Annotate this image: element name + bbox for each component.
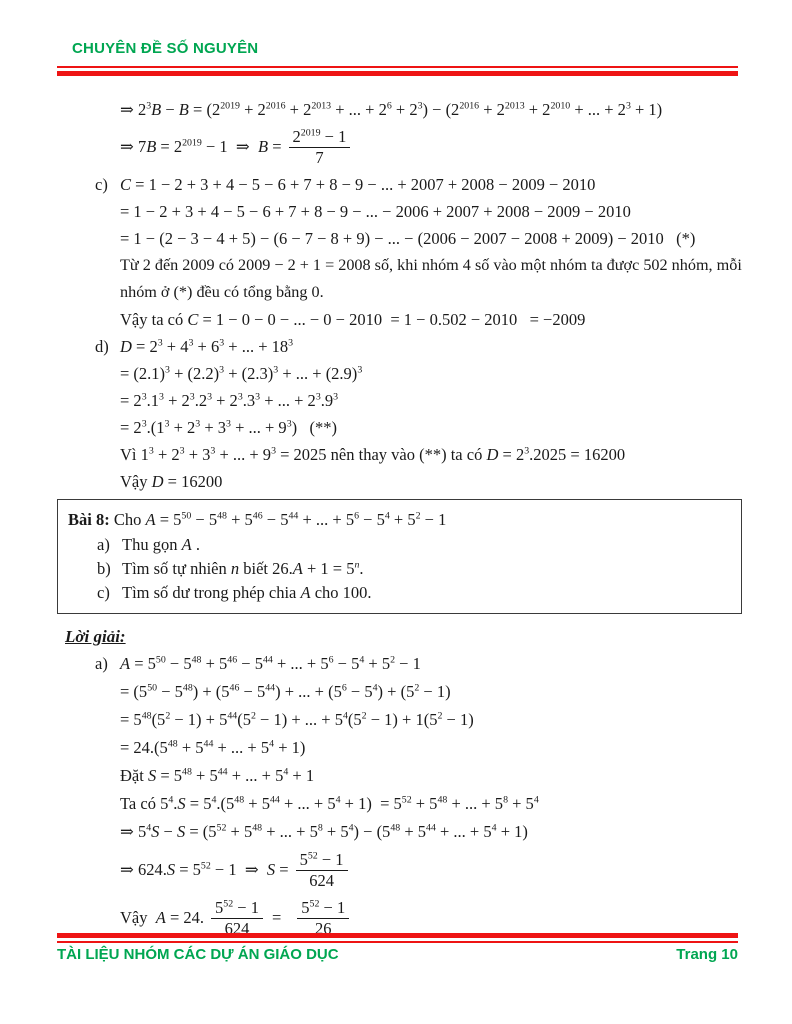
math-line — [95, 171, 742, 198]
math-line — [120, 198, 742, 225]
math-line — [120, 441, 742, 468]
fraction-denominator: 624 — [211, 918, 263, 939]
problem-title — [68, 506, 731, 533]
item-text: Tìm số tự nhiên n biết $26.A + 1 = 5^n$. — [122, 559, 364, 578]
math-line — [120, 360, 742, 387]
math-expression: = $(5^{50} - 5^{48}) + (5^{46} - 5^{44})$ + ... + $(5^6 - 5^4) + (5^2 - 1)$ — [120, 682, 451, 701]
math-expression: = — [271, 908, 282, 927]
item-label: d) — [95, 337, 109, 356]
page-number: Trang 10 — [676, 946, 738, 963]
fraction-numerator: $5^{52} - 1$ — [299, 849, 344, 869]
math-line — [120, 734, 742, 762]
fraction — [296, 850, 348, 891]
problem-box — [57, 499, 742, 614]
fraction-numerator: $2^{2019} - 1$ — [292, 126, 347, 146]
fraction-denominator: 624 — [296, 870, 348, 891]
solution-section — [57, 623, 742, 942]
math-expression: Vậy A = 24. — [120, 908, 205, 927]
header-rule — [57, 66, 738, 76]
paragraph-line — [120, 252, 742, 279]
fraction-denominator: 7 — [289, 147, 351, 168]
math-expression: C = 1 − 2 + 3 + 4 − 5 − 6 + 7 + 8 − 9 − ... + 2007 + 2008 − 2009 − 2010 — [120, 175, 596, 194]
math-expression: ⇒ $7B = 2^{2019} - 1$ ⇒ B = — [120, 137, 282, 156]
math-line — [120, 414, 742, 441]
solution-heading: Lời giải: — [65, 627, 126, 646]
math-expression: $D = 2^3 + 4^3 + 6^3$ + ... + $18^3$ — [120, 337, 294, 356]
page-footer — [57, 933, 738, 963]
problem-item — [97, 557, 731, 581]
text: nhóm ở (*) đều có tổng bằng 0. — [120, 283, 324, 301]
item-text: Thu gọn A . — [122, 535, 200, 554]
math-line — [120, 123, 742, 171]
item-label: a) — [95, 654, 108, 673]
math-line — [120, 790, 742, 818]
item-text: Tìm số dư trong phép chia A cho 100. — [122, 583, 372, 602]
math-expression: ⇒ $2^3B - B = (2^{2019} + 2^{2016} + 2^{2013}$ + ... + $2^6 + 2^3) - (2^{2016} + 2^{2013} + 2^{2010}$ + ... + $2^3 + 1$) — [120, 100, 663, 119]
math-expression: = $24.(5^{48} + 5^{44}$ + ... + $5^4 + 1$) — [120, 738, 306, 757]
math-expression: = 1 − (2 − 3 − 4 + 5) − (6 − 7 − 8 + 9) − ... − (2006 − 2007 − 2008 + 2009) − 2010 (*) — [120, 229, 696, 248]
math-expression: = $2^3.(1^3 + 2^3 + 3^3$ + ... + $9^3$) (**) — [120, 418, 337, 437]
problem-item — [97, 581, 731, 605]
problem-statement: Cho $A = 5^{50} - 5^{48} + 5^{46} - 5^{44}$ + ... + $5^6 - 5^4 + 5^2 - 1$ — [109, 510, 447, 529]
math-line — [120, 96, 742, 123]
math-line — [95, 333, 742, 360]
document-content — [57, 96, 742, 942]
math-expression: ⇒ $624.S = 5^{52} - 1$ ⇒ S = — [120, 860, 289, 879]
item-label: b) — [97, 559, 111, 578]
math-expression: ⇒ $5^4S - S = (5^{52} + 5^{48}$ + ... + $5^8 + 5^4) - (5^{48} + 5^{44}$ + ... + $5^4 + 1$) — [120, 822, 528, 841]
math-line — [120, 468, 742, 495]
item-label: a) — [97, 535, 110, 554]
page-title: CHUYÊN ĐỀ SỐ NGUYÊN — [72, 40, 259, 57]
fraction-denominator: 26 — [297, 918, 349, 939]
problem-item — [97, 533, 731, 557]
math-line — [120, 762, 742, 790]
page-header — [57, 40, 738, 76]
math-expression: Vậy ta có C = 1 − 0 − 0 − ... − 0 − 2010 = 1 − 0.502 − 2010 = −2009 — [120, 310, 586, 329]
math-expression: $A = 5^{50} - 5^{48} + 5^{46} - 5^{44}$ + ... + $5^6 - 5^4 + 5^2 - 1$ — [120, 654, 421, 673]
fraction — [289, 127, 351, 168]
item-label: c) — [95, 175, 108, 194]
math-line — [120, 846, 742, 894]
math-expression: = $5^{48}(5^2 - 1) + 5^{44}(5^2 - 1)$ + ... + $5^4(5^2 - 1) + 1(5^2 - 1)$ — [120, 710, 474, 729]
math-line — [120, 387, 742, 414]
problem-label: Bài 8: — [68, 510, 110, 529]
paragraph-line — [120, 279, 742, 306]
math-expression: = 1 − 2 + 3 + 4 − 5 − 6 + 7 + 8 − 9 − ... − 2006 + 2007 + 2008 − 2009 − 2010 — [120, 202, 631, 221]
fraction-numerator: $5^{52} - 1$ — [301, 897, 346, 917]
math-line — [120, 818, 742, 846]
fraction-numerator: $5^{52} - 1$ — [215, 897, 259, 917]
math-expression: Vậy D = 16200 — [120, 472, 223, 491]
math-line — [120, 706, 742, 734]
math-line — [120, 225, 742, 252]
math-line — [120, 306, 742, 333]
math-line — [95, 650, 742, 678]
math-line — [120, 678, 742, 706]
footer-text: TÀI LIỆU NHÓM CÁC DỰ ÁN GIÁO DỤC — [57, 946, 339, 963]
math-expression: Ta có $5^4.S = 5^4.(5^{48} + 5^{44}$ + ... + $5^4 + 1) = 5^{52} + 5^{48}$ + ... + $5^8 + 5^4$ — [120, 794, 539, 813]
text: Từ 2 đến 2009 có 2009 − 2 + 1 = 2008 số, khi nhóm 4 số vào một nhóm ta được 502 nhóm, mỗi — [120, 256, 742, 274]
item-label: c) — [97, 583, 110, 602]
math-expression: = $(2.1)^3 + (2.2)^3 + (2.3)^3$ + ... + $(2.9)^3$ — [120, 364, 363, 383]
math-expression: Đặt $S = 5^{48} + 5^{44}$ + ... + $5^4 + 1$ — [120, 766, 315, 785]
footer-rule — [57, 933, 738, 943]
math-expression: = $2^3.1^3 + 2^3.2^3 + 2^3.3^3$ + ... + $2^3.9^3$ — [120, 391, 339, 410]
math-expression: Vì $1^3 + 2^3 + 3^3$ + ... + $9^3 = 2025$ nên thay vào (**) ta có $D = 2^3.2025 = 16200$ — [120, 445, 626, 464]
